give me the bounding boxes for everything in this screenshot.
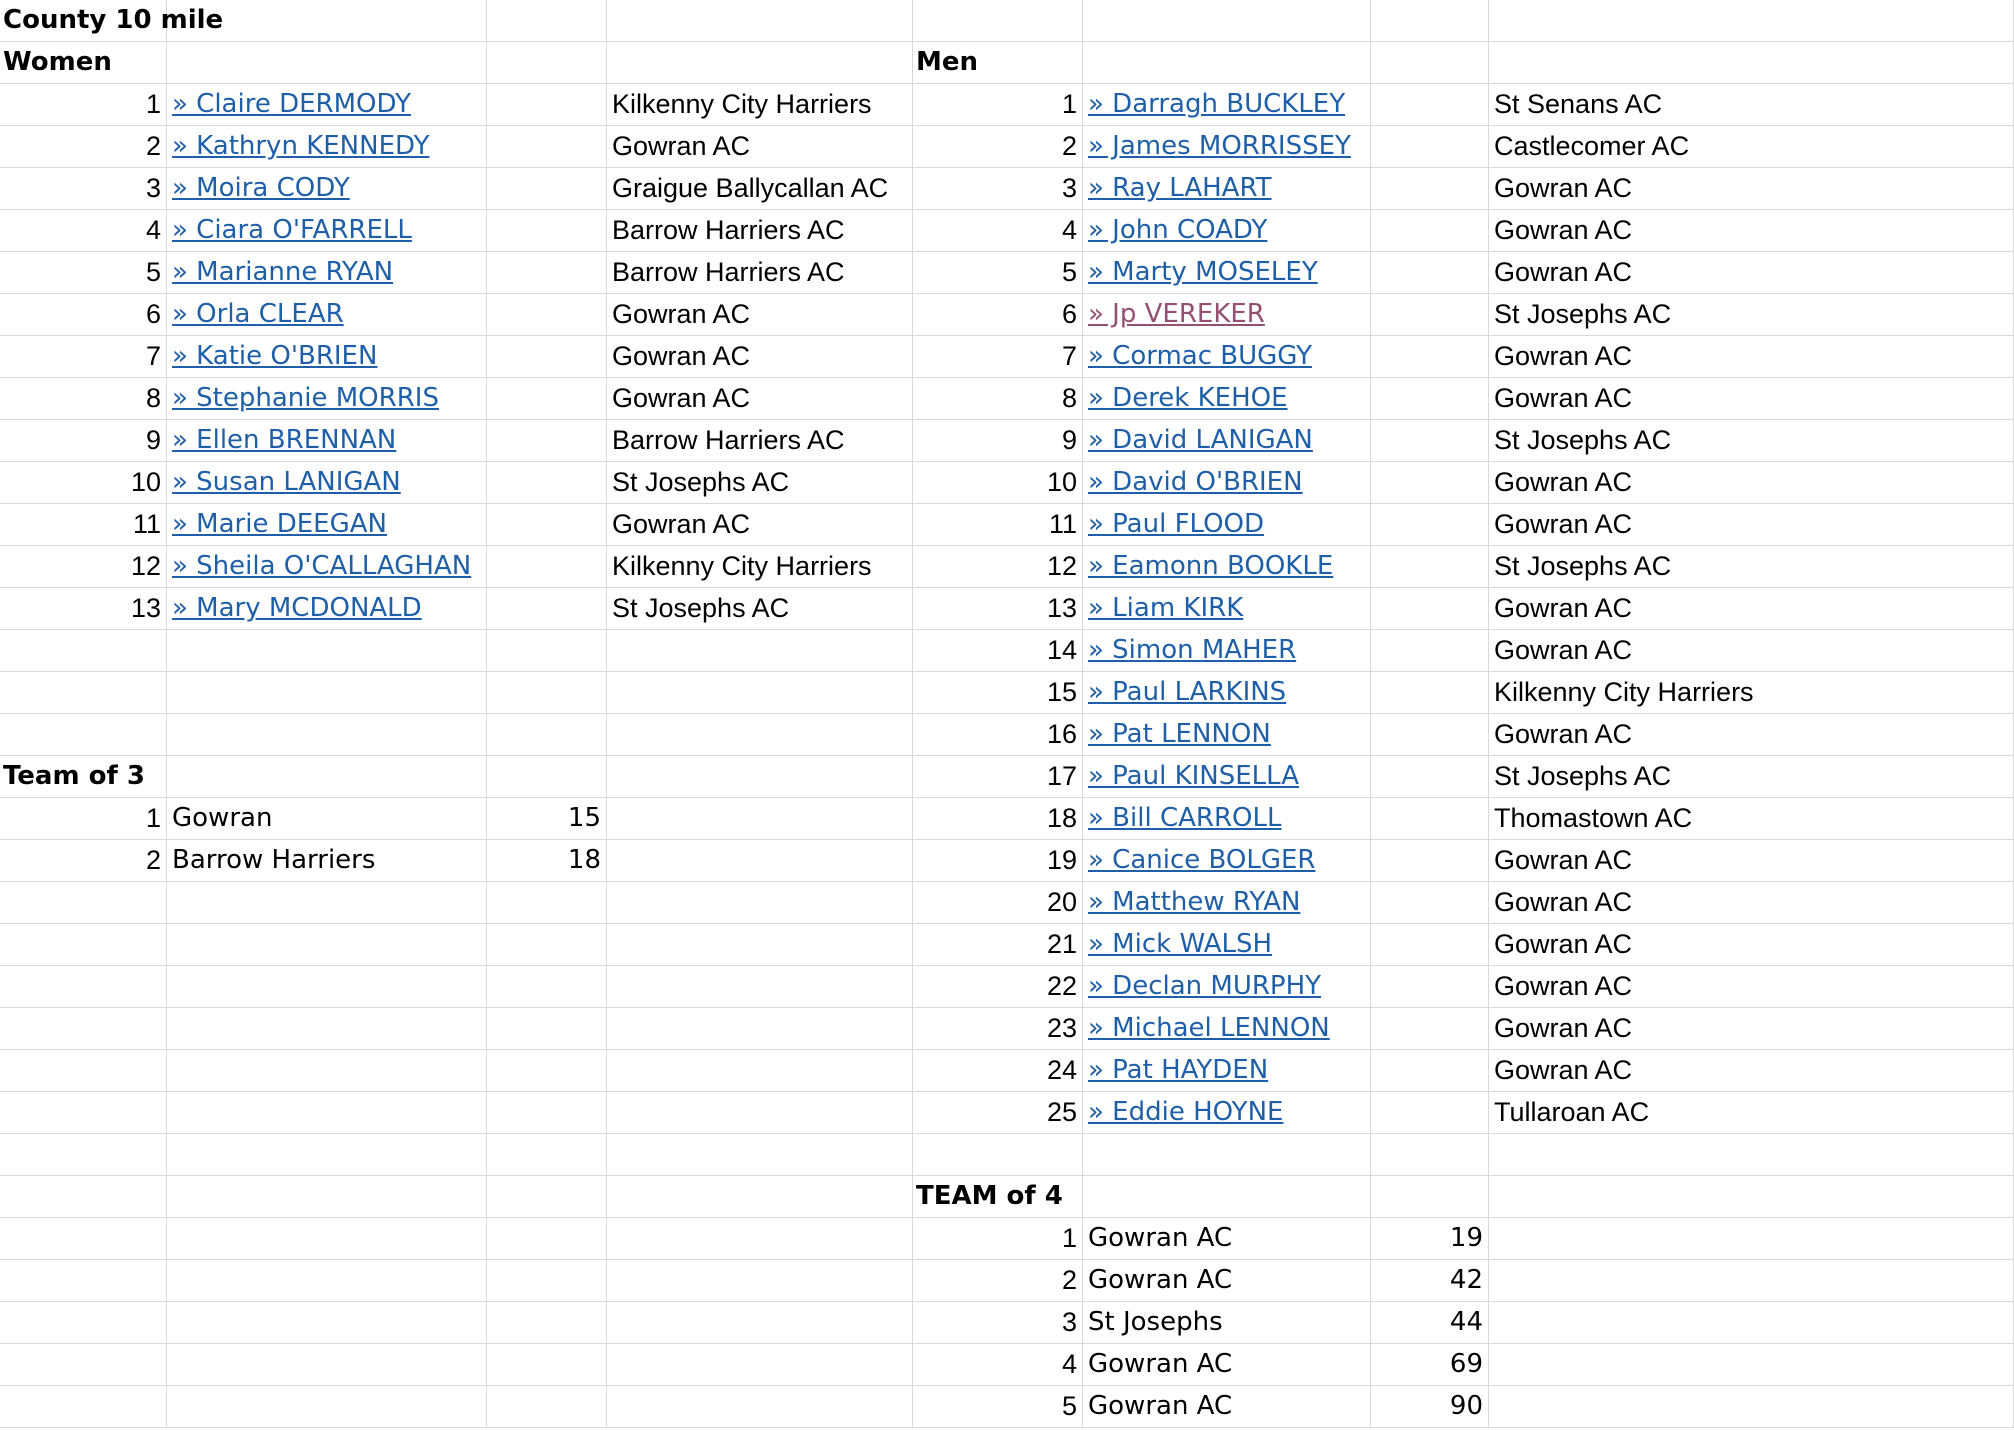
men-club: Gowran AC [1489,588,2014,630]
women-athlete-link[interactable]: » Orla CLEAR [167,294,487,336]
empty-cell[interactable] [1489,1260,2014,1302]
men-athlete-link[interactable]: » Mick WALSH [1083,924,1371,966]
empty-cell[interactable] [607,1218,913,1260]
men-athlete-link[interactable]: » Darragh BUCKLEY [1083,84,1371,126]
empty-cell[interactable] [913,1134,1083,1176]
empty-cell[interactable] [167,1218,487,1260]
men-position: 20 [913,882,1083,924]
empty-cell[interactable] [0,714,167,756]
women-position: 9 [0,420,167,462]
men-position: 10 [913,462,1083,504]
empty-cell[interactable] [167,0,487,42]
empty-cell[interactable] [1371,210,1489,252]
empty-cell[interactable] [487,924,607,966]
empty-cell[interactable] [0,630,167,672]
men-position: 11 [913,504,1083,546]
empty-cell[interactable] [167,1008,487,1050]
women-club: Barrow Harriers AC [607,420,913,462]
empty-cell[interactable] [0,882,167,924]
empty-cell[interactable] [1489,1344,2014,1386]
empty-cell[interactable] [487,462,607,504]
empty-cell[interactable] [167,924,487,966]
empty-cell[interactable] [487,0,607,42]
men-club: St Josephs AC [1489,756,2014,798]
empty-cell[interactable] [487,714,607,756]
empty-cell[interactable] [607,672,913,714]
empty-cell[interactable] [607,714,913,756]
empty-cell[interactable] [487,420,607,462]
empty-cell[interactable] [167,756,487,798]
women-athlete-link[interactable]: » Kathryn KENNEDY [167,126,487,168]
men-position: 17 [913,756,1083,798]
women-position: 6 [0,294,167,336]
men-athlete-link[interactable]: » Jp VEREKER [1083,294,1371,336]
women-team-points: 15 [487,798,607,840]
empty-cell[interactable] [167,1092,487,1134]
empty-cell[interactable] [607,1134,913,1176]
empty-cell[interactable] [487,1050,607,1092]
empty-cell[interactable] [487,588,607,630]
empty-cell[interactable] [1371,1092,1489,1134]
men-athlete-link[interactable]: » Simon MAHER [1083,630,1371,672]
empty-cell[interactable] [487,1176,607,1218]
men-team-position: 4 [913,1344,1083,1386]
men-athlete-link[interactable]: » James MORRISSEY [1083,126,1371,168]
empty-cell[interactable] [1371,966,1489,1008]
women-athlete-link[interactable]: » Ellen BRENNAN [167,420,487,462]
men-club: Kilkenny City Harriers [1489,672,2014,714]
women-club: Gowran AC [607,378,913,420]
empty-cell[interactable] [0,1134,167,1176]
men-position: 24 [913,1050,1083,1092]
women-position: 1 [0,84,167,126]
women-club: Gowran AC [607,504,913,546]
empty-cell[interactable] [167,672,487,714]
empty-cell[interactable] [487,378,607,420]
women-position: 7 [0,336,167,378]
empty-cell[interactable] [167,1386,487,1428]
empty-cell[interactable] [1489,1176,2014,1218]
men-team-position: 1 [913,1218,1083,1260]
men-position: 16 [913,714,1083,756]
empty-cell[interactable] [1371,168,1489,210]
men-club: Gowran AC [1489,630,2014,672]
empty-cell[interactable] [1371,588,1489,630]
empty-cell[interactable] [607,1260,913,1302]
women-position: 8 [0,378,167,420]
men-athlete-link[interactable]: » Michael LENNON [1083,1008,1371,1050]
empty-cell[interactable] [1371,84,1489,126]
empty-cell[interactable] [487,672,607,714]
men-position: 15 [913,672,1083,714]
empty-cell[interactable] [167,1302,487,1344]
women-team-heading: Team of 3 [0,756,167,798]
empty-cell[interactable] [1371,504,1489,546]
women-position: 2 [0,126,167,168]
women-club: Gowran AC [607,336,913,378]
men-team-points: 19 [1371,1218,1489,1260]
empty-cell[interactable] [1371,1134,1489,1176]
men-position: 19 [913,840,1083,882]
men-position: 23 [913,1008,1083,1050]
men-club: Gowran AC [1489,966,2014,1008]
men-position: 5 [913,252,1083,294]
men-athlete-link[interactable]: » David LANIGAN [1083,420,1371,462]
men-club: Gowran AC [1489,882,2014,924]
empty-cell[interactable] [1371,378,1489,420]
empty-cell[interactable] [1371,42,1489,84]
men-position: 25 [913,1092,1083,1134]
empty-cell[interactable] [607,1344,913,1386]
empty-cell[interactable] [167,42,487,84]
empty-cell[interactable] [1371,798,1489,840]
empty-cell[interactable] [487,1092,607,1134]
men-athlete-link[interactable]: » Cormac BUGGY [1083,336,1371,378]
sheet-title: County 10 mile [0,0,167,42]
men-athlete-link[interactable]: » Eddie HOYNE [1083,1092,1371,1134]
empty-cell[interactable] [1489,1302,2014,1344]
empty-cell[interactable] [167,882,487,924]
empty-cell[interactable] [1371,546,1489,588]
empty-cell[interactable] [487,1260,607,1302]
empty-cell[interactable] [607,1386,913,1428]
empty-cell[interactable] [487,1344,607,1386]
men-athlete-link[interactable]: » Bill CARROLL [1083,798,1371,840]
men-athlete-link[interactable]: » Derek KEHOE [1083,378,1371,420]
women-team-points: 18 [487,840,607,882]
men-position: 3 [913,168,1083,210]
men-club: Gowran AC [1489,840,2014,882]
empty-cell[interactable] [607,630,913,672]
women-club: Gowran AC [607,126,913,168]
empty-cell[interactable] [0,1386,167,1428]
women-club: Graigue Ballycallan AC [607,168,913,210]
men-club: Gowran AC [1489,378,2014,420]
men-team-points: 90 [1371,1386,1489,1428]
empty-cell[interactable] [1371,630,1489,672]
empty-cell[interactable] [167,1176,487,1218]
men-athlete-link[interactable]: » Paul FLOOD [1083,504,1371,546]
empty-cell[interactable] [607,1008,913,1050]
women-club: Barrow Harriers AC [607,252,913,294]
empty-cell[interactable] [607,798,913,840]
empty-cell[interactable] [487,42,607,84]
empty-cell[interactable] [0,1050,167,1092]
empty-cell[interactable] [1371,1008,1489,1050]
men-position: 8 [913,378,1083,420]
empty-cell[interactable] [607,42,913,84]
women-position: 3 [0,168,167,210]
men-position: 9 [913,420,1083,462]
empty-cell[interactable] [1371,672,1489,714]
men-position: 12 [913,546,1083,588]
empty-cell[interactable] [167,1134,487,1176]
women-athlete-link[interactable]: » Marianne RYAN [167,252,487,294]
men-athlete-link[interactable]: » Declan MURPHY [1083,966,1371,1008]
men-club: Gowran AC [1489,168,2014,210]
empty-cell[interactable] [1371,420,1489,462]
men-athlete-link[interactable]: » Eamonn BOOKLE [1083,546,1371,588]
men-athlete-link[interactable]: » David O'BRIEN [1083,462,1371,504]
men-club: Gowran AC [1489,504,2014,546]
men-club: Gowran AC [1489,462,2014,504]
men-athlete-link[interactable]: » Paul LARKINS [1083,672,1371,714]
empty-cell[interactable] [0,672,167,714]
empty-cell[interactable] [913,0,1083,42]
men-team-heading: TEAM of 4 [913,1176,1083,1218]
empty-cell[interactable] [1371,0,1489,42]
men-team-name: Gowran AC [1083,1218,1371,1260]
women-team-position: 1 [0,798,167,840]
men-athlete-link[interactable]: » Pat LENNON [1083,714,1371,756]
empty-cell[interactable] [487,756,607,798]
empty-cell[interactable] [1489,42,2014,84]
empty-cell[interactable] [487,966,607,1008]
women-athlete-link[interactable]: » Sheila O'CALLAGHAN [167,546,487,588]
men-athlete-link[interactable]: » Marty MOSELEY [1083,252,1371,294]
men-team-name: Gowran AC [1083,1386,1371,1428]
women-position: 11 [0,504,167,546]
women-athlete-link[interactable]: » Ciara O'FARRELL [167,210,487,252]
men-club: Gowran AC [1489,252,2014,294]
empty-cell[interactable] [607,1050,913,1092]
empty-cell[interactable] [607,966,913,1008]
men-team-position: 5 [913,1386,1083,1428]
empty-cell[interactable] [167,1050,487,1092]
men-position: 2 [913,126,1083,168]
men-club: Gowran AC [1489,924,2014,966]
empty-cell[interactable] [1489,1218,2014,1260]
empty-cell[interactable] [607,1092,913,1134]
empty-cell[interactable] [487,630,607,672]
men-position: 14 [913,630,1083,672]
men-athlete-link[interactable]: » Matthew RYAN [1083,882,1371,924]
men-club: Gowran AC [1489,1008,2014,1050]
men-position: 21 [913,924,1083,966]
women-team-name: Gowran [167,798,487,840]
men-club: St Josephs AC [1489,420,2014,462]
empty-cell[interactable] [1083,1134,1371,1176]
empty-cell[interactable] [487,252,607,294]
empty-cell[interactable] [167,1344,487,1386]
empty-cell[interactable] [1489,1134,2014,1176]
empty-cell[interactable] [1371,252,1489,294]
women-position: 10 [0,462,167,504]
empty-cell[interactable] [0,924,167,966]
women-athlete-link[interactable]: » Moira CODY [167,168,487,210]
empty-cell[interactable] [1371,462,1489,504]
empty-cell[interactable] [1371,714,1489,756]
men-athlete-link[interactable]: » Liam KIRK [1083,588,1371,630]
empty-cell[interactable] [487,882,607,924]
empty-cell[interactable] [167,714,487,756]
men-position: 6 [913,294,1083,336]
women-club: Barrow Harriers AC [607,210,913,252]
empty-cell[interactable] [1371,1176,1489,1218]
empty-cell[interactable] [0,1302,167,1344]
men-club: St Josephs AC [1489,546,2014,588]
men-club: Tullaroan AC [1489,1092,2014,1134]
empty-cell[interactable] [487,1302,607,1344]
empty-cell[interactable] [1371,924,1489,966]
empty-cell[interactable] [607,924,913,966]
empty-cell[interactable] [487,168,607,210]
empty-cell[interactable] [1371,294,1489,336]
women-athlete-link[interactable]: » Susan LANIGAN [167,462,487,504]
empty-cell[interactable] [487,126,607,168]
empty-cell[interactable] [607,882,913,924]
men-position: 22 [913,966,1083,1008]
empty-cell[interactable] [1489,1386,2014,1428]
women-position: 13 [0,588,167,630]
empty-cell[interactable] [1371,756,1489,798]
empty-cell[interactable] [1371,882,1489,924]
empty-cell[interactable] [1371,126,1489,168]
men-club: Gowran AC [1489,336,2014,378]
men-club: Gowran AC [1489,210,2014,252]
women-athlete-link[interactable]: » Marie DEEGAN [167,504,487,546]
empty-cell[interactable] [0,966,167,1008]
empty-cell[interactable] [167,966,487,1008]
empty-cell[interactable] [487,1386,607,1428]
empty-cell[interactable] [1371,840,1489,882]
men-club: Thomastown AC [1489,798,2014,840]
men-athlete-link[interactable]: » Canice BOLGER [1083,840,1371,882]
empty-cell[interactable] [0,1092,167,1134]
women-team-position: 2 [0,840,167,882]
men-position: 18 [913,798,1083,840]
empty-cell[interactable] [487,84,607,126]
empty-cell[interactable] [0,1344,167,1386]
men-team-position: 3 [913,1302,1083,1344]
men-team-name: Gowran AC [1083,1344,1371,1386]
empty-cell[interactable] [167,630,487,672]
women-club: Gowran AC [607,294,913,336]
empty-cell[interactable] [1371,1050,1489,1092]
empty-cell[interactable] [1489,0,2014,42]
empty-cell[interactable] [487,1134,607,1176]
women-athlete-link[interactable]: » Stephanie MORRIS [167,378,487,420]
empty-cell[interactable] [487,336,607,378]
empty-cell[interactable] [1083,42,1371,84]
men-position: 13 [913,588,1083,630]
women-athlete-link[interactable]: » Mary MCDONALD [167,588,487,630]
empty-cell[interactable] [487,1218,607,1260]
women-position: 5 [0,252,167,294]
empty-cell[interactable] [487,546,607,588]
men-athlete-link[interactable]: » Pat HAYDEN [1083,1050,1371,1092]
women-position: 12 [0,546,167,588]
men-club: Gowran AC [1489,714,2014,756]
empty-cell[interactable] [167,1260,487,1302]
men-team-points: 42 [1371,1260,1489,1302]
empty-cell[interactable] [0,1176,167,1218]
men-position: 1 [913,84,1083,126]
empty-cell[interactable] [1083,1176,1371,1218]
empty-cell[interactable] [487,1008,607,1050]
men-athlete-link[interactable]: » Paul KINSELLA [1083,756,1371,798]
men-position: 4 [913,210,1083,252]
men-club: Castlecomer AC [1489,126,2014,168]
empty-cell[interactable] [487,294,607,336]
empty-cell[interactable] [1083,0,1371,42]
empty-cell[interactable] [607,0,913,42]
men-club: St Josephs AC [1489,294,2014,336]
women-athlete-link[interactable]: » Katie O'BRIEN [167,336,487,378]
women-position: 4 [0,210,167,252]
men-team-points: 44 [1371,1302,1489,1344]
men-club: Gowran AC [1489,1050,2014,1092]
men-team-name: St Josephs [1083,1302,1371,1344]
empty-cell[interactable] [607,756,913,798]
women-athlete-link[interactable]: » Claire DERMODY [167,84,487,126]
empty-cell[interactable] [607,1176,913,1218]
men-club: St Senans AC [1489,84,2014,126]
men-team-points: 69 [1371,1344,1489,1386]
men-position: 7 [913,336,1083,378]
women-club: St Josephs AC [607,462,913,504]
empty-cell[interactable] [607,840,913,882]
men-athlete-link[interactable]: » Ray LAHART [1083,168,1371,210]
empty-cell[interactable] [607,1302,913,1344]
empty-cell[interactable] [1371,336,1489,378]
women-club: Kilkenny City Harriers [607,546,913,588]
men-heading: Men [913,42,1083,84]
empty-cell[interactable] [0,1260,167,1302]
women-club: Kilkenny City Harriers [607,84,913,126]
women-club: St Josephs AC [607,588,913,630]
men-athlete-link[interactable]: » John COADY [1083,210,1371,252]
men-team-name: Gowran AC [1083,1260,1371,1302]
empty-cell[interactable] [0,1008,167,1050]
empty-cell[interactable] [487,504,607,546]
women-heading: Women [0,42,167,84]
women-team-name: Barrow Harriers [167,840,487,882]
empty-cell[interactable] [0,1218,167,1260]
men-team-position: 2 [913,1260,1083,1302]
empty-cell[interactable] [487,210,607,252]
